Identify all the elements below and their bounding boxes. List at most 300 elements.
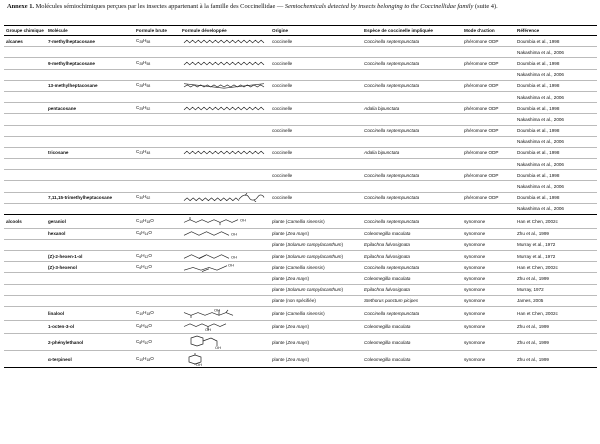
cell-ladybird-species: Epilachna fulvosignata [362,284,462,295]
cell-chemical-group [4,334,46,351]
cell-raw-formula [134,334,180,351]
origin-plant: Solanum campylacanthum [287,287,342,293]
cell-chemical-group [4,103,46,114]
octenol-icon [181,322,269,331]
cell-mode-of-action: phéromone ODP [462,170,515,181]
hexenol-icon [181,252,269,261]
cell-molecule: 9-methylheptacosane [46,58,134,69]
cell-ladybird-species: Coccinella septempunctata [362,80,462,91]
cell-raw-formula [134,320,180,334]
formula-element-h: H [141,252,145,258]
cell-raw-formula [134,103,180,114]
table-row [4,334,597,351]
cell-molecule: (Z)-2-hexen-1-ol [46,250,134,261]
cell-structural-formula [180,273,270,284]
cell-structural-formula [180,262,270,273]
cell-mode-of-action [462,47,515,58]
cell-molecule: tricosane [46,147,134,158]
origin-prefix: plante ( [272,356,288,362]
formula-subscript-c: 10 [139,219,144,224]
cell-reference: Doumbia et al., 1998 [515,58,597,69]
cell-ladybird-species: Coccinella septempunctata [362,192,462,203]
origin-prefix: plante ( [272,310,288,316]
cell-reference: Nakashima et al., 2006 [515,91,597,102]
cell-raw-formula [134,351,180,368]
cell-reference: Han et Chen, 2002c [515,262,597,273]
cell-chemical-group [4,306,46,320]
cell-molecule [46,181,134,192]
formula-subscript-h: 12 [144,265,149,270]
cell-chemical-group [4,228,46,239]
cell-structural-formula [180,36,270,47]
cell-reference: Nakashima et al., 2006 [515,47,597,58]
formula-element-o: O [148,263,152,269]
cell-reference: Han et Chen, 2002c [515,306,597,320]
origin-text: coccinelle [272,60,293,66]
formula-subscript-h: 62 [146,196,151,201]
cell-mode-of-action: phéromone ODP [462,147,515,158]
cell-chemical-group [4,273,46,284]
cell-ladybird-species: Coccinella septempunctata [362,306,462,320]
cell-molecule: geraniol [46,215,134,229]
formula-element-c: C [136,230,140,236]
origin-plant: Zea mays [287,356,308,362]
formula-element-o: O [150,217,154,223]
cell-chemical-group [4,250,46,261]
cell-chemical-group [4,58,46,69]
cell-structural-formula [180,284,270,295]
cell-ladybird-species: Adalia bipunctata [362,147,462,158]
cell-raw-formula [134,250,180,261]
formula-element-o: O [148,323,152,329]
cell-structural-formula [180,215,270,229]
cell-ladybird-species: Coccinella septempunctata [362,36,462,47]
formula-element-c: C [136,59,140,65]
cell-chemical-group [4,136,46,147]
cell-raw-formula [134,262,180,273]
origin-plant: Zea mays [287,275,308,281]
zigzag-chain-icon [181,37,269,46]
formula-element-c: C [136,252,140,258]
cell-reference: Murray, 1972 [515,284,597,295]
formula-element-o: O [150,355,154,361]
formula-subscript-h: 12 [144,254,149,259]
cell-molecule: 13-methylheptacosane [46,80,134,91]
cell-chemical-group [4,181,46,192]
origin-prefix: plante ( [272,264,288,270]
origin-plant: Zea mays [287,231,308,237]
cell-origin: plante (Zea mays) [270,334,362,351]
cell-origin: plante (Camellia sinensis) [270,262,362,273]
cell-raw-formula [134,47,180,58]
cell-structural-formula [180,320,270,334]
cell-origin [270,136,362,147]
cell-structural-formula [180,125,270,136]
cell-chemical-group [4,262,46,273]
cell-raw-formula [134,306,180,320]
cell-origin: plante (Zea mays) [270,351,362,368]
cell-reference: Nakashima et al., 2006 [515,69,597,80]
cell-structural-formula [180,170,270,181]
cell-chemical-group [4,170,46,181]
cell-structural-formula [180,47,270,58]
formula-element-h: H [143,355,147,361]
cell-structural-formula [180,147,270,158]
cell-mode-of-action [462,159,515,170]
cell-raw-formula [134,159,180,170]
cell-structural-formula [180,91,270,102]
cell-molecule: (Z)-3-hexenol [46,262,134,273]
cell-chemical-group [4,203,46,214]
cell-ladybird-species: Coccinella septempunctata [362,262,462,273]
formula-element-h: H [141,338,145,344]
table-row [4,228,597,239]
formula-subscript-h: 18 [146,311,151,316]
cell-origin [270,91,362,102]
cell-chemical-group [4,114,46,125]
svg-text:OH: OH [231,255,237,259]
table-row [4,351,597,368]
cell-molecule [46,295,134,306]
table-row [4,47,597,58]
svg-text:OH: OH [215,345,221,350]
cell-molecule [46,136,134,147]
cell-mode-of-action: synomone [462,228,515,239]
cell-ladybird-species: Epilachna fulvosignata [362,250,462,261]
formula-element-c: C [136,37,140,43]
cell-mode-of-action: phéromone ODP [462,58,515,69]
formula-subscript-c: 6 [139,265,142,270]
caption-label: Annexe 1. [7,3,34,10]
cell-chemical-group [4,192,46,203]
z3-hexenol-icon [181,263,269,272]
cell-reference: Zhu et al., 1999 [515,351,597,368]
cell-reference: Zhu et al., 1999 [515,228,597,239]
cell-molecule [46,203,134,214]
cell-molecule: 7,11,15-trimethylheptacosane [46,192,134,203]
formula-element-c: C [136,309,140,315]
formula-element-h: H [143,59,147,65]
cell-chemical-group [4,91,46,102]
cell-origin [270,203,362,214]
branched-chain-icon [181,81,269,90]
cell-ladybird-species [362,91,462,102]
formula-element-h: H [143,194,147,200]
cell-molecule [46,91,134,102]
cell-molecule: 7-methylheptacosane [46,36,134,47]
cell-ladybird-species: Coleomegilla maculata [362,334,462,351]
cell-molecule [46,125,134,136]
cell-ladybird-species [362,114,462,125]
origin-text: coccinelle [272,38,293,44]
origin-prefix: plante ( [272,339,288,345]
cell-structural-formula [180,306,270,320]
cell-structural-formula [180,334,270,351]
cell-origin [270,36,362,47]
table-row [4,273,597,284]
cell-molecule: pentacosane [46,103,134,114]
zigzag-chain-icon [181,104,269,113]
formula-element-h: H [143,149,147,155]
cell-molecule [46,159,134,170]
cell-origin: plante (Solanum campylacanthum) [270,239,362,250]
formula-element-c: C [136,104,140,110]
formula-element-o: O [148,230,152,236]
cell-raw-formula [134,170,180,181]
cell-mode-of-action: synomone [462,250,515,261]
formula-element-c: C [136,355,140,361]
svg-text:OH: OH [205,328,211,332]
table-row [4,159,597,170]
cell-mode-of-action [462,203,515,214]
table-row [4,295,597,306]
header-reference: Référence [515,26,597,36]
origin-prefix: plante ( [272,242,288,248]
cell-origin [270,192,362,203]
table-row [4,136,597,147]
origin-text: coccinelle [272,83,293,89]
cell-chemical-group [4,295,46,306]
origin-text: plante (non spécifiée) [272,298,316,304]
origin-prefix: plante ( [272,287,288,293]
cell-raw-formula [134,215,180,229]
cell-chemical-group [4,284,46,295]
cell-mode-of-action: phéromone ODP [462,192,515,203]
cell-chemical-group [4,147,46,158]
formula-element-c: C [136,338,140,344]
formula-element-h: H [143,104,147,110]
cell-raw-formula [134,295,180,306]
formula-subscript-h: 14 [144,232,149,237]
table-row [4,125,597,136]
cell-origin: plante (Camellia sinensis) [270,215,362,229]
cell-ladybird-species [362,136,462,147]
cell-reference: Nakashima et al., 2006 [515,203,597,214]
cell-raw-formula [134,228,180,239]
cell-chemical-group: alcools [4,215,46,229]
origin-prefix: plante ( [272,324,288,330]
origin-text: coccinelle [272,128,293,134]
table-row [4,306,597,320]
cell-mode-of-action: synomone [462,320,515,334]
cell-reference: Zhu et al., 1999 [515,320,597,334]
cell-mode-of-action [462,181,515,192]
cell-raw-formula [134,91,180,102]
table-row [4,103,597,114]
cell-structural-formula [180,192,270,203]
cell-mode-of-action: synomone [462,306,515,320]
table-row [4,239,597,250]
cell-reference: Nakashima et al., 2006 [515,114,597,125]
cell-chemical-group [4,47,46,58]
cell-reference: Doumbia et al., 1998 [515,147,597,158]
formula-subscript-c: 10 [139,311,144,316]
table-caption [7,3,593,11]
cell-ladybird-species: Coccinella septempunctata [362,170,462,181]
cell-ladybird-species [362,47,462,58]
cell-structural-formula [180,58,270,69]
table-row [4,192,597,203]
origin-plant: Camellia sinensis [287,264,324,270]
formula-element-o: O [148,252,152,258]
table-header-row [4,26,597,36]
table-row [4,36,597,47]
header-raw-formula: Formule brute [134,26,180,36]
formula-subscript-h: 52 [146,106,151,111]
caption-text-en: Semiochemicals detected by insects belonging to the Coccinellidae family [284,3,474,10]
origin-plant: Camellia sinensis [287,310,324,316]
cell-chemical-group: alcanes [4,36,46,47]
caption-suffix: (suite 4). [473,3,498,10]
formula-subscript-h: 58 [146,61,151,66]
cell-origin: plante (Zea mays) [270,228,362,239]
formula-element-h: H [143,217,147,223]
table-row [4,284,597,295]
origin-plant: Solanum campylacanthum [287,253,342,259]
cell-raw-formula [134,80,180,91]
cell-origin: plante (Camellia sinensis) [270,306,362,320]
cell-origin [270,47,362,58]
trimethyl-chain-icon [181,193,269,202]
formula-element-c: C [136,263,140,269]
table-row [4,170,597,181]
header-ladybird-species: Espèce de coccinelle impliquée [362,26,462,36]
svg-text:OH: OH [214,308,220,313]
cell-structural-formula [180,69,270,80]
formula-subscript-c: 28 [139,84,144,89]
cell-origin [270,80,362,91]
cell-structural-formula [180,136,270,147]
svg-text:OH: OH [240,218,246,223]
origin-plant: Zea mays [287,324,308,330]
cell-structural-formula [180,250,270,261]
cell-origin [270,58,362,69]
cell-mode-of-action: synomone [462,334,515,351]
cell-raw-formula [134,125,180,136]
cell-raw-formula [134,203,180,214]
cell-chemical-group [4,351,46,368]
formula-subscript-h: 16 [144,325,149,330]
formula-subscript-h: 18 [146,357,151,362]
cell-chemical-group [4,69,46,80]
cell-raw-formula [134,58,180,69]
cell-ladybird-species: Stethorus punctum picipes [362,295,462,306]
origin-text: coccinelle [272,195,293,201]
cell-ladybird-species: Coccinella septempunctata [362,125,462,136]
table-row [4,203,597,214]
cell-reference: Murray et al., 1972 [515,250,597,261]
origin-text: coccinelle [272,172,293,178]
cell-raw-formula [134,69,180,80]
table-row [4,114,597,125]
origin-plant: Zea mays [287,339,308,345]
formula-subscript-c: 6 [139,232,142,237]
cell-structural-formula [180,351,270,368]
formula-element-h: H [141,323,145,329]
cell-ladybird-species [362,203,462,214]
cell-raw-formula [134,192,180,203]
formula-subscript-h: 10 [144,340,149,345]
origin-plant: Solanum campylacanthum [287,242,342,248]
cell-ladybird-species: Coleomegilla maculata [362,273,462,284]
cell-mode-of-action: synomone [462,273,515,284]
header-structural-formula: Formule développée [180,26,270,36]
cell-molecule [46,273,134,284]
cell-structural-formula [180,114,270,125]
formula-element-h: H [141,230,145,236]
cell-molecule [46,69,134,80]
origin-prefix: plante ( [272,218,288,224]
cell-ladybird-species [362,181,462,192]
cell-structural-formula [180,295,270,306]
cell-mode-of-action: phéromone ODP [462,125,515,136]
table-row [4,147,597,158]
cell-mode-of-action: synomone [462,215,515,229]
cell-mode-of-action: synomone [462,284,515,295]
cell-structural-formula [180,239,270,250]
cell-raw-formula [134,284,180,295]
cell-molecule [46,170,134,181]
formula-subscript-c: 28 [139,61,144,66]
cell-reference: Doumbia et al., 1998 [515,80,597,91]
phenylethanol-icon [181,335,269,349]
formula-subscript-c: 8 [139,340,142,345]
formula-element-h: H [143,309,147,315]
cell-origin: plante (Solanum campylacanthum) [270,284,362,295]
origin-prefix: plante ( [272,231,288,237]
origin-prefix: plante ( [272,253,288,259]
formula-element-c: C [136,217,140,223]
formula-subscript-c: 28 [139,39,144,44]
cell-ladybird-species [362,159,462,170]
formula-subscript-h: 18 [146,219,151,224]
formula-subscript-c: 23 [139,151,144,156]
cell-reference: Doumbia et al., 1998 [515,125,597,136]
table-row [4,262,597,273]
linalool-icon [181,309,269,318]
cell-mode-of-action: synomone [462,295,515,306]
cell-origin: plante (Zea mays) [270,320,362,334]
header-chemical-group: Groupe chimique [4,26,46,36]
cell-reference: James, 2005 [515,295,597,306]
cell-ladybird-species: Adalia bipunctata [362,103,462,114]
table-row [4,181,597,192]
formula-subscript-h: 58 [146,39,151,44]
zigzag-chain-icon [181,148,269,157]
cell-molecule [46,284,134,295]
cell-raw-formula [134,36,180,47]
cell-mode-of-action [462,69,515,80]
formula-subscript-c: 10 [139,357,144,362]
hexanol-icon [181,229,269,238]
cell-structural-formula [180,80,270,91]
cell-reference: Doumbia et al., 1998 [515,103,597,114]
header-molecule: Molécule [46,26,134,36]
cell-mode-of-action: synomone [462,239,515,250]
zigzag-chain-icon [181,59,269,68]
table-row [4,80,597,91]
svg-text:OH: OH [196,362,202,367]
cell-mode-of-action: phéromone ODP [462,36,515,47]
table-row [4,215,597,229]
cell-ladybird-species: Coleomegilla maculata [362,228,462,239]
cell-origin: plante (Zea mays) [270,273,362,284]
formula-element-h: H [141,263,145,269]
cell-ladybird-species [362,69,462,80]
semiochemicals-table [4,25,597,368]
formula-subscript-c: 30 [139,196,144,201]
table-row [4,320,597,334]
